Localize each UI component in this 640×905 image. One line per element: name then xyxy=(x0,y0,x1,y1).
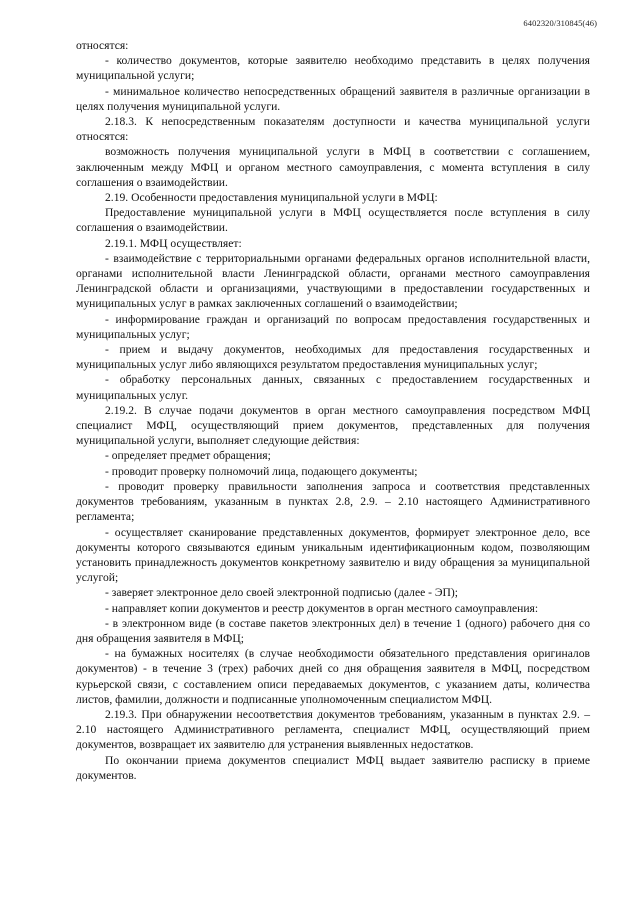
paragraph: - определяет предмет обращения; xyxy=(105,449,271,463)
paragraph: 2.19.2. В случае подачи документов в орган местного самоуправления посредством МФЦ специалист МФЦ, осуществляющий прием документов, представленных для получения муниципальной услуги, выполняет следующие действия: xyxy=(76,403,590,448)
paragraph: возможность получения муниципальной услуги в МФЦ в соответствии с соглашением, заключенным между МФЦ и органом местного самоуправления, с момента вступления в силу соглашения о взаимодействии. xyxy=(76,145,590,189)
paragraph: - обработку персональных данных, связанных с предоставлением государственных и муниципальных услуг. xyxy=(76,373,590,402)
paragraph: По окончании приема документов специалист МФЦ выдает заявителю расписку в приеме документов. xyxy=(76,753,590,782)
paragraph: - в электронном виде (в составе пакетов электронных дел) в течение 1 (одного) рабочего дня со дня обращения заявителя в МФЦ; xyxy=(76,616,590,645)
paragraph: - заверяет электронное дело своей электронной подписью (далее - ЭП); xyxy=(105,586,459,600)
paragraph: - проводит проверку правильности заполнения запроса и соответствия представленных документов требованиям, указанным в пунктах 2.8, 2.9. – 2.10 настоящего Административного регламента; xyxy=(76,479,590,524)
paragraph: - взаимодействие с территориальными органами федеральных органов исполнительной власти, органами исполнительной власти Ленинградской области, органами местного самоуправления Ленинградской области и организациями, участвующими в предоставлении государственных и муниципальных услуг в рамках заключенных соглашений о взаимодействии; xyxy=(76,251,590,311)
paragraph: - направляет копии документов и реестр документов в орган местного самоуправления: xyxy=(105,601,539,615)
paragraph: - количество документов, которые заявителю необходимо представить в целях получения муниципальной услуги; xyxy=(76,54,590,83)
paragraph: 2.19.1. МФЦ осуществляет: xyxy=(105,236,242,250)
paragraph: относятся: xyxy=(76,39,129,52)
paragraph: Предоставление муниципальной услуги в МФЦ осуществляется после вступления в силу соглашения о взаимодействии. xyxy=(76,206,590,235)
paragraph: 2.19. Особенности предоставления муниципальной услуги в МФЦ: xyxy=(105,191,438,205)
document-number: 6402320/310845(46) xyxy=(523,18,597,28)
paragraph: - информирование граждан и организаций по вопросам предоставления государственных и муниципальных услуг; xyxy=(76,312,590,341)
paragraph: 2.18.3. К непосредственным показателям доступности и качества муниципальной услуги относятся: xyxy=(76,115,590,144)
document-body xyxy=(76,38,590,783)
paragraph: - осуществляет сканирование представленных документов, формирует электронное дело, все документы которого связываются единым уникальным идентификационным кодом, позволяющим установить принадлежность документов конкретному заявителю и виду обращения за муниципальной услугой; xyxy=(76,525,590,585)
paragraph: - прием и выдачу документов, необходимых для предоставления государственных и муниципальных услуг либо являющихся результатом предоставления муниципальных услуг; xyxy=(76,343,590,372)
paragraph: - на бумажных носителях (в случае необходимости обязательного представления оригиналов документов) - в течение 3 (трех) рабочих дней со дня обращения заявителя в МФЦ, посредством курьерской связи, с составлением описи передаваемых документов, с указанием даты, количества листов, фамилии, должности и подписанные уполномоченным специалистом МФЦ. xyxy=(76,647,590,706)
paragraph: - минимальное количество непосредственных обращений заявителя в различные организации в целях получения муниципальной услуги. xyxy=(76,84,590,113)
paragraph: - проводит проверку полномочий лица, подающего документы; xyxy=(105,464,418,478)
paragraph: 2.19.3. При обнаружении несоответствия документов требованиям, указанным в пунктах 2.9. – 2.10 настоящего Административного регламента, специалист МФЦ, осуществляющий прием документов, возвращает их заявителю для устранения выявленных недостатков. xyxy=(76,707,590,752)
